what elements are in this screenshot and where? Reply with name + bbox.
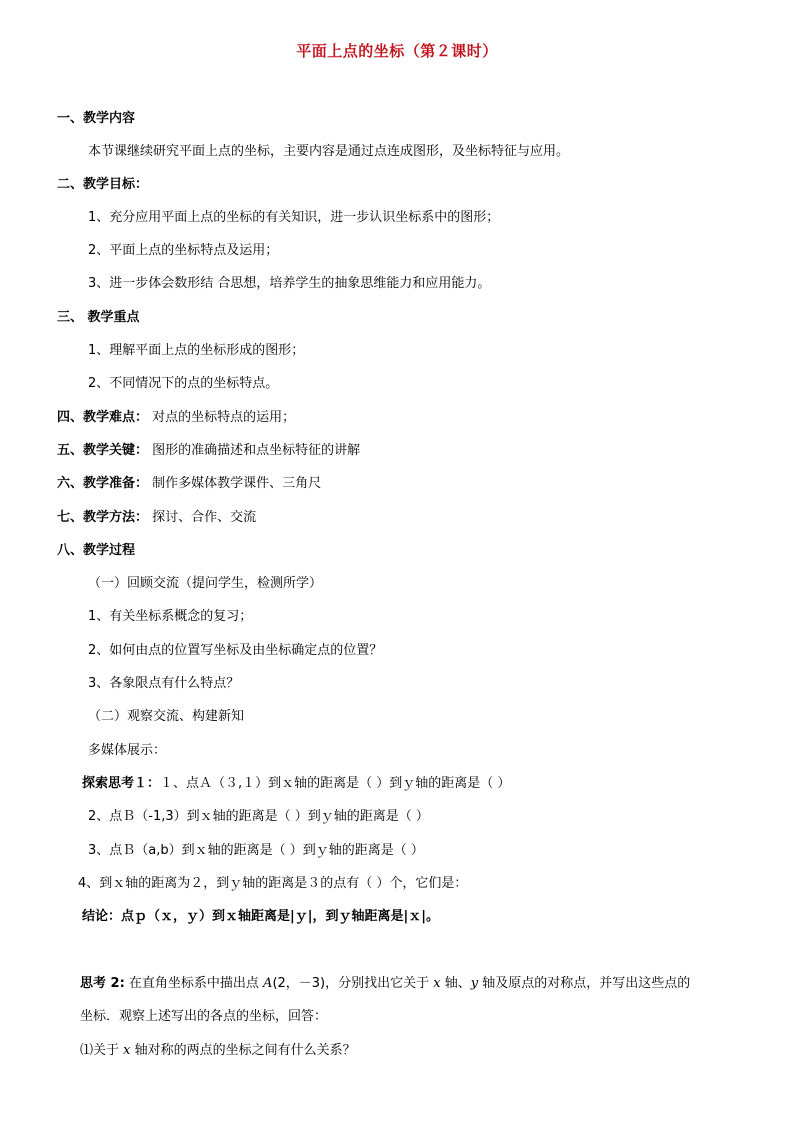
section-6-text: 制作多媒体教学课件、三角尺 bbox=[152, 476, 322, 491]
question-1-text-a: ⑴关于 bbox=[80, 1043, 124, 1058]
section-8-part-1-item-2: 2、如何由点的位置写坐标及由坐标确定点的位置？ bbox=[88, 643, 383, 658]
explore-label: 探索思考１： bbox=[82, 776, 161, 791]
section-7-heading: 七、教学方法： bbox=[57, 510, 149, 525]
section-4 bbox=[57, 409, 295, 427]
think-2-text-a: 在直角坐标系中描出点 bbox=[124, 976, 264, 991]
section-2-item-1: 1、充分应用平面上点的坐标的有关知识，进一步认识坐标系中的图形； bbox=[88, 210, 500, 225]
section-2-item-2: 2、平面上点的坐标特点及运用； bbox=[88, 243, 279, 258]
section-3-item-1: 1、理解平面上点的坐标形成的图形； bbox=[88, 343, 305, 358]
explore-4: 4、到ｘ轴的距离为２，到ｙ轴的距离是３的点有（ ）个，它们是： bbox=[78, 876, 468, 891]
section-1-body: 本节课继续研究平面上点的坐标，主要内容是通过点连成图形，及坐标特征与应用。 bbox=[88, 144, 570, 159]
section-5-text: 图形的准确描述和点坐标特征的讲解 bbox=[152, 443, 361, 458]
section-7-text: 探讨、合作、交流 bbox=[152, 510, 257, 525]
question-1 bbox=[80, 1042, 356, 1060]
section-8-part-2: （二）观察交流、构建新知 bbox=[88, 709, 245, 724]
think-2-point: A bbox=[263, 976, 273, 991]
question-1-x: x bbox=[123, 1043, 131, 1058]
document-title: 平面上点的坐标（第２课时） bbox=[296, 42, 498, 60]
section-4-heading: 四、教学难点： bbox=[57, 410, 149, 425]
think-2-text-b: (2，－3)，分别找出它关于 bbox=[272, 976, 434, 991]
explore-1-text: １、点Ａ（３,１）到ｘ轴的距离是（ ）到ｙ轴的距离是（ ） bbox=[160, 776, 511, 791]
think-2-line-1 bbox=[80, 975, 690, 993]
section-8-part-1-item-3: 3、各象限点有什么特点？ bbox=[88, 676, 240, 691]
section-3-heading: 三、 教学重点 bbox=[57, 310, 140, 325]
section-1-heading: 一、教学内容 bbox=[57, 111, 136, 126]
section-7 bbox=[57, 509, 256, 527]
section-3-item-2: 2、不同情况下的点的坐标特点。 bbox=[88, 376, 279, 391]
question-1-text-b: 轴对称的两点的坐标之间有什么关系？ bbox=[130, 1043, 356, 1058]
section-4-text: 对点的坐标特点的运用； bbox=[152, 410, 296, 425]
section-6 bbox=[57, 475, 321, 493]
section-2-item-3: 3、进一步体会数形结 合思想，培养学生的抽象思维能力和应用能力。 bbox=[88, 276, 491, 291]
think-2-label: 思考 2: bbox=[80, 976, 125, 991]
section-2-heading: 二、教学目标： bbox=[57, 177, 149, 192]
section-6-heading: 六、教学准备： bbox=[57, 476, 149, 491]
think-2-x: x bbox=[433, 976, 441, 991]
section-5 bbox=[57, 442, 360, 460]
section-8-heading: 八、教学过程 bbox=[57, 543, 136, 558]
media-label: 多媒体展示： bbox=[88, 743, 167, 758]
section-8-part-1-item-1: 1、有关坐标系概念的复习； bbox=[88, 609, 253, 624]
conclusion: 结论：点ｐ（ｘ，ｙ）到ｘ轴距离是|ｙ|，到ｙ轴距离是|ｘ|。 bbox=[82, 909, 439, 924]
think-2-line-2: 坐标．观察上述写出的各点的坐标，回答： bbox=[80, 1009, 328, 1024]
think-2-text-d: 轴及原点的对称点，并写出这些点的 bbox=[478, 976, 691, 991]
think-2-text-c: 轴、 bbox=[440, 976, 471, 991]
section-5-heading: 五、教学关键： bbox=[57, 443, 149, 458]
explore-2: 2、点Ｂ（-1,3）到ｘ轴的距离是（ ）到ｙ轴的距离是（ ） bbox=[88, 809, 429, 824]
section-8-part-1: （一）回顾交流（提问学生，检测所学） bbox=[88, 576, 323, 591]
explore-1 bbox=[82, 775, 510, 793]
explore-3: 3、点Ｂ（a,b）到ｘ轴的距离是（ ）到ｙ轴的距离是（ ） bbox=[88, 843, 424, 858]
think-2-y: y bbox=[470, 976, 479, 991]
